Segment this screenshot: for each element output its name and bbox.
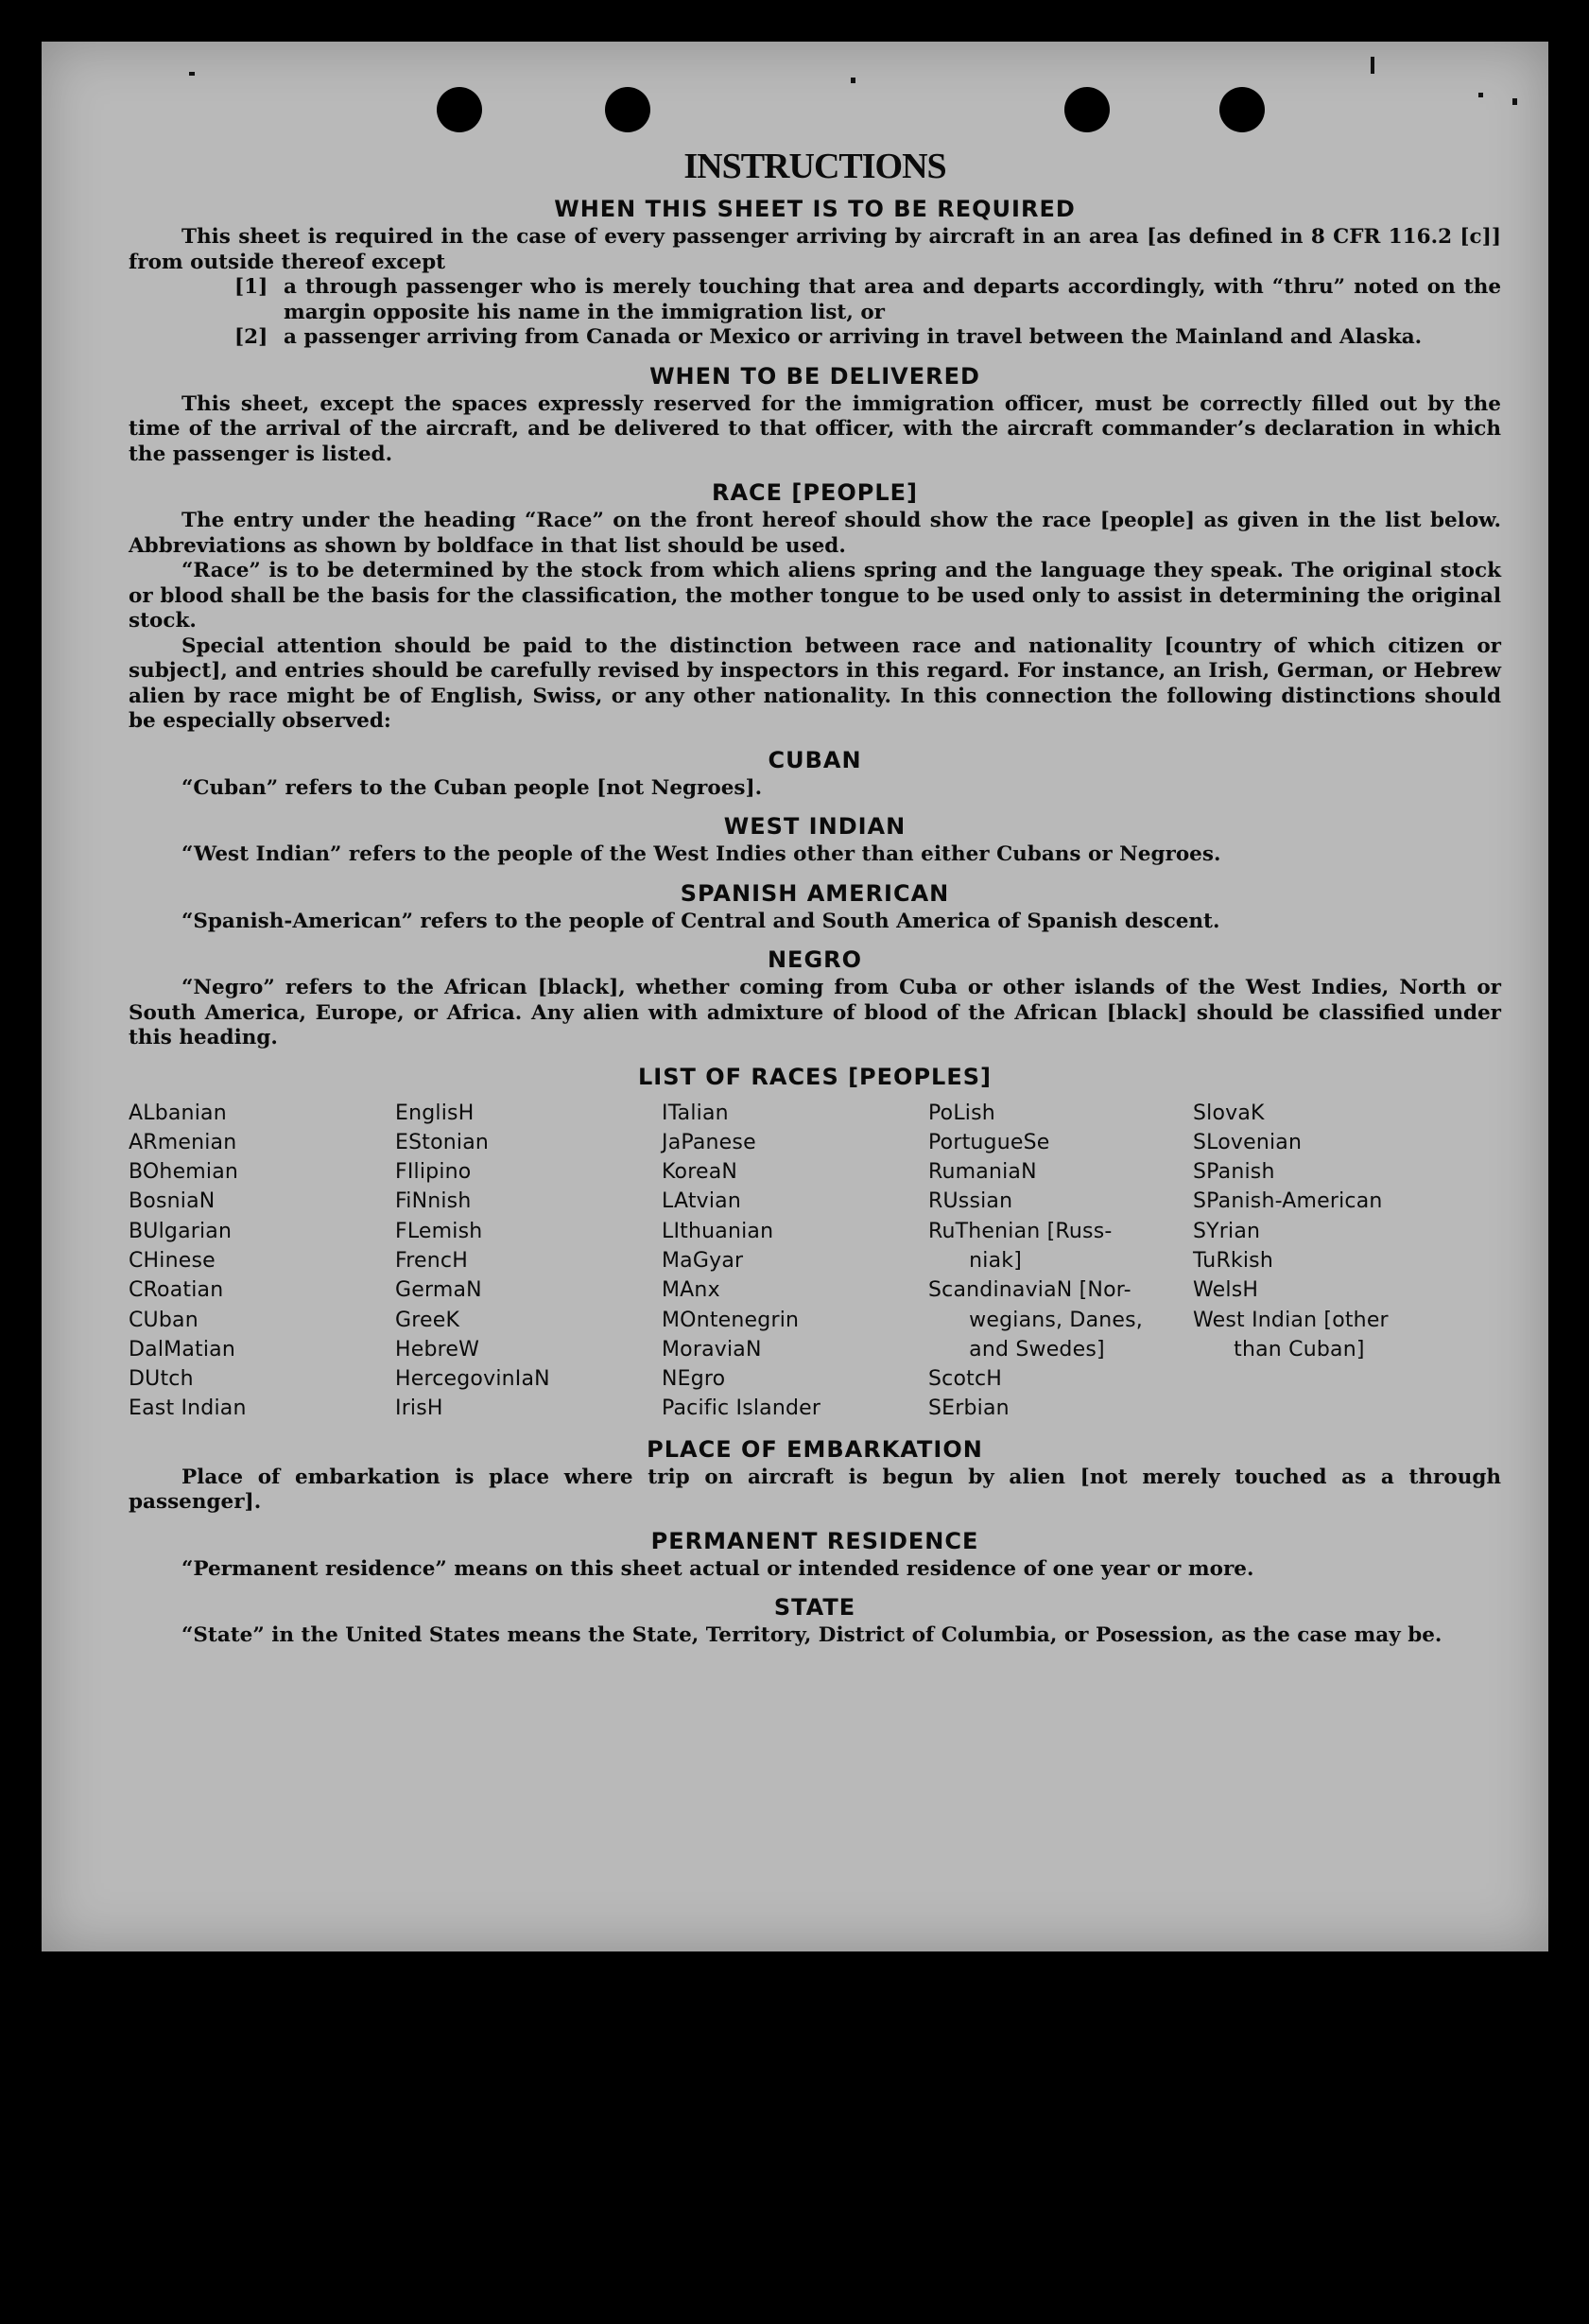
- race-entry: SLovenian: [1193, 1130, 1303, 1154]
- race-entry: CRoatian: [129, 1278, 224, 1303]
- race-entry: ScandinaviaN [Nor-: [928, 1278, 1131, 1303]
- race-entry: Pacific Islander: [662, 1396, 821, 1421]
- instructions-content: [129, 146, 1501, 1649]
- paragraph: This sheet, except the spaces expressly reserved for the immigration officer, must be correctly filled out by the time of the arrival of the aircraft, and be delivered to that officer, with the aircraft commander’s declaration in which the passenger is listed.: [129, 391, 1501, 466]
- race-entry: ScotcH: [928, 1367, 1002, 1392]
- race-entry: MaGyar: [662, 1248, 744, 1273]
- paragraph: “State” in the United States means the State, Territory, District of Columbia, or Posession, as the case may be.: [181, 1623, 1442, 1648]
- paragraph: “Spanish-American” refers to the people of Central and South America of Spanish descent.: [181, 909, 1220, 933]
- race-column: [662, 1099, 928, 1424]
- race-entry: EnglisH: [395, 1101, 475, 1125]
- race-entry: CHinese: [129, 1248, 216, 1273]
- list-item: [234, 325, 1501, 351]
- race-entry: BOhemian: [129, 1160, 239, 1185]
- section-heading: RACE [PEOPLE]: [711, 479, 919, 506]
- paragraph: “Negro” refers to the African [black], whether coming from Cuba or other islands of the West Indies, North or South America, Europe, or Africa. Any alien with admixture of blood of the African [black] should be classified under this heading.: [129, 976, 1501, 1049]
- race-entry: wegians, Danes,: [928, 1308, 1143, 1332]
- race-entry: NEgro: [662, 1367, 726, 1392]
- paragraph: “West Indian” refers to the people of the West Indies other than either Cubans or Negroes.: [181, 842, 1221, 866]
- punch-hole: [1064, 87, 1110, 132]
- punch-hole: [1219, 87, 1265, 132]
- race-entry: BosniaN: [129, 1189, 216, 1214]
- race-entry: FiNnish: [395, 1189, 472, 1214]
- paragraph: This sheet is required in the case of every passenger arriving by aircraft in an area [as defined in 8 CFR 116.2 [c]] from outside thereof except: [129, 225, 1501, 274]
- race-entry: SErbian: [928, 1396, 1010, 1421]
- race-entry: MAnx: [662, 1278, 720, 1303]
- section-heading: CUBAN: [768, 746, 862, 773]
- race-entry: RuThenian [Russ-: [928, 1219, 1113, 1243]
- race-entry: MoraviaN: [662, 1337, 762, 1361]
- section-heading: WHEN THIS SHEET IS TO BE REQUIRED: [554, 196, 1076, 222]
- section-heading: PERMANENT RESIDENCE: [650, 1527, 979, 1554]
- race-entry: East Indian: [129, 1396, 247, 1421]
- section-heading: SPANISH AMERICAN: [680, 879, 950, 907]
- paragraph: “Race” is to be determined by the stock from which aliens spring and the language they speak. The original stock or blood shall be the basis for the classification, the mother tongue to be used only to assist in determining the original stock.: [129, 559, 1501, 633]
- paragraph: Special attention should be paid to the distinction between race and nationality [country of which citizen or subject], and entries should be carefully revised by inspectors in this regard. For instance, an Irish, German, or Hebrew alien by race might be of English, Swiss, or any other nationality. In this connection the following distinctions should be especially observed:: [129, 633, 1501, 733]
- section-heading: WHEN TO BE DELIVERED: [649, 362, 980, 390]
- list-item: [234, 275, 1501, 325]
- race-list: [129, 1099, 1501, 1424]
- race-entry: HercegovinIaN: [395, 1367, 550, 1392]
- paragraph: “Cuban” refers to the Cuban people [not Negroes].: [181, 775, 763, 800]
- race-entry: PortugueSe: [928, 1130, 1050, 1154]
- section-heading: LIST OF RACES [PEOPLES]: [638, 1063, 992, 1090]
- item-number: [1]: [234, 275, 268, 299]
- item-text: a passenger arriving from Canada or Mexico or arriving in travel between the Mainland and Alaska.: [284, 325, 1423, 349]
- race-entry: BUlgarian: [129, 1219, 233, 1243]
- item-text: a through passenger who is merely touching that area and departs accordingly, with “thru” noted on the margin opposite his name in the immigration list, or: [284, 275, 1501, 324]
- ink-speck: [1512, 98, 1517, 105]
- item-number: [2]: [234, 325, 268, 349]
- race-entry: LIthuanian: [662, 1219, 774, 1243]
- race-entry: PoLish: [928, 1101, 995, 1125]
- race-entry: JaPanese: [662, 1130, 756, 1154]
- race-entry: DUtch: [129, 1367, 194, 1392]
- race-entry: GreeK: [395, 1308, 460, 1332]
- race-entry: SlovaK: [1193, 1101, 1265, 1125]
- race-entry: SPanish: [1193, 1160, 1275, 1185]
- race-entry: TuRkish: [1193, 1248, 1273, 1273]
- race-entry: KoreaN: [662, 1160, 738, 1185]
- race-entry: ITalian: [662, 1101, 729, 1125]
- race-entry: ARmenian: [129, 1130, 237, 1154]
- race-column: [1193, 1099, 1477, 1424]
- race-entry: West Indian [other: [1193, 1308, 1389, 1332]
- ink-speck: [1371, 57, 1374, 74]
- race-entry: FrencH: [395, 1248, 468, 1273]
- race-entry: IrisH: [395, 1396, 443, 1421]
- race-entry: GermaN: [395, 1278, 482, 1303]
- race-entry: FLemish: [395, 1219, 483, 1243]
- race-entry: FIlipino: [395, 1160, 472, 1185]
- punch-hole: [437, 87, 482, 132]
- race-entry: and Swedes]: [928, 1337, 1105, 1361]
- race-entry: RumaniaN: [928, 1160, 1037, 1185]
- punch-hole: [605, 87, 650, 132]
- ink-speck: [851, 78, 855, 83]
- section-heading: PLACE OF EMBARKATION: [647, 1435, 983, 1463]
- race-column: [928, 1099, 1193, 1424]
- race-entry: RUssian: [928, 1189, 1013, 1214]
- section-heading: WEST INDIAN: [723, 813, 907, 840]
- paragraph: The entry under the heading “Race” on the front hereof should show the race [people] as given in the list below. Abbreviations as shown by boldface in that list should be used.: [129, 509, 1501, 558]
- race-entry: MOntenegrin: [662, 1308, 800, 1332]
- race-entry: SYrian: [1193, 1219, 1261, 1243]
- paragraph: Place of embarkation is place where trip on aircraft is begun by alien [not merely touched as a through passenger].: [129, 1465, 1501, 1515]
- ink-speck: [189, 72, 195, 76]
- race-entry: than Cuban]: [1193, 1337, 1365, 1361]
- document-sheet: [42, 42, 1548, 1951]
- section-heading: NEGRO: [767, 946, 863, 973]
- race-entry: SPanish-American: [1193, 1189, 1383, 1214]
- race-entry: ALbanian: [129, 1101, 227, 1125]
- race-entry: HebreW: [395, 1337, 480, 1361]
- section-heading: STATE: [773, 1594, 856, 1622]
- race-entry: LAtvian: [662, 1189, 742, 1214]
- race-entry: DalMatian: [129, 1337, 235, 1361]
- race-column: [395, 1099, 662, 1424]
- page-title: INSTRUCTIONS: [683, 147, 946, 186]
- race-entry: CUban: [129, 1308, 199, 1332]
- race-column: [129, 1099, 395, 1424]
- paragraph: “Permanent residence” means on this sheet actual or intended residence of one year or more.: [181, 1556, 1254, 1581]
- ink-speck: [1478, 93, 1483, 97]
- race-entry: niak]: [928, 1248, 1023, 1273]
- race-entry: EStonian: [395, 1130, 490, 1154]
- race-entry: WelsH: [1193, 1278, 1259, 1303]
